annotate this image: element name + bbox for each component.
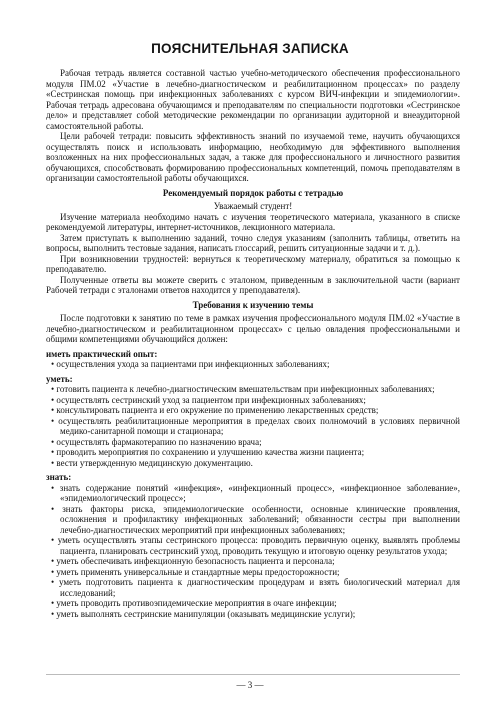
document-body xyxy=(46,68,460,619)
intro-paragraph: Цели рабочей тетради: повысить эффективность знаний по изучаемой теме, научить обучающихся осуществлять поиск и использовать информацию, необходимую для эффективного выполнения возложенных на них профессиональных задач, а также для профессионального и личностного развития обучающихся, способствовать формированию профессиональных компетенций, помочь преподавателям в организации самостоятельной работы обучающихся. xyxy=(46,131,460,183)
list-item: • уметь применять универсальные и стандартные меры предосторожности; xyxy=(51,566,340,577)
list-item: • уметь проводить противоэпидемические мероприятия в очаге инфекции; xyxy=(51,598,337,608)
page-title: ПОЯСНИТЕЛЬНАЯ ЗАПИСКА xyxy=(151,41,349,56)
list-item: • осуществлять сестринский уход за пациентом при инфекционных заболеваниях; xyxy=(51,394,366,405)
list-item: • знать содержание понятий «инфекция», «инфекционный процесс», «инфекционное заболевание», «эпидемиологический процесс»; xyxy=(51,482,461,503)
greeting: Уважаемый студент! xyxy=(213,201,293,211)
order-paragraph: При возникновении трудностей: вернуться к теоретическому материалу, обратиться за помощью к преподавателю. xyxy=(46,253,460,274)
list-item: • осуществлять фармакотерапию по назначению врача; xyxy=(51,436,262,447)
list-item: • уметь выполнять сестринские манипуляции (оказывать медицинские услуги); xyxy=(51,608,356,619)
list-item: • уметь осуществлять этапы сестринского процесса: проводить первичную оценку, выявлять проблемы пациента, планировать сестринский уход, проводить текущую и итоговую оценку результатов ухода; xyxy=(51,535,460,556)
order-paragraph: Изучение материала необходимо начать с изучения теоретического материала, указанного в списке рекомендуемой литературы, интернет-источников, лекционного материала. xyxy=(46,211,460,232)
footer-divider xyxy=(46,674,460,675)
list-item: • готовить пациента к лечебно-диагностическим вмешательствам при инфекционных заболеваниях; xyxy=(51,384,435,394)
page-number: — 3 — xyxy=(236,680,264,690)
experience-label: иметь практический опыт: xyxy=(46,348,158,359)
order-paragraph: Полученные ответы вы можете сверить с эталоном, приведенным в заключительной части (вариант Рабочей тетради с эталонами ответов находится у преподавателя). xyxy=(46,274,460,295)
list-item: • проводить мероприятия по сохранению и улучшению качества жизни пациента; xyxy=(51,447,365,457)
list-item: • уметь подготовить пациента к диагностическим процедурам и взять биологический материал для исследований; xyxy=(51,577,460,598)
skills-label: уметь: xyxy=(46,373,73,384)
list-item: • консультировать пациента и его окружение по применению лекарственных средств; xyxy=(51,405,379,415)
list-item: • осуществлять реабилитационные мероприятия в пределах своих полномочий в условиях первичной медико-санитарной помощи и стационара; xyxy=(51,415,460,436)
list-item: • знать факторы риска, эпидемиологические особенности, основные клинические проявления, осложнения и профилактику инфекционных заболеваний; обязанности сестры при выполнении лечебно-диагностических мероприятий при инфекционных заболеваниях; xyxy=(51,503,460,535)
knowledge-label: знать: xyxy=(46,472,72,482)
requirements-intro: После подготовки к занятию по теме в рамках изучения профессионального модуля ПМ.02 «Участие в лечебно-диагностическом и реабилитационном процессах» с целью овладения профессиональными и общими компетенциями обучающийся должен: xyxy=(46,313,460,344)
list-item: • уметь обеспечивать инфекционную безопасность пациента и персонала; xyxy=(51,556,335,566)
list-item: • осуществления ухода за пациентами при инфекционных заболеваниях; xyxy=(51,359,330,369)
intro-paragraph: Рабочая тетрадь является составной частью учебно-методического обеспечения профессионального модуля ПМ.02 «Участие в лечебно-диагностическом и реабилитационном процессах» по разделу «Сестринская помощь при инфекционных заболеваниях с курсом ВИЧ-инфекции и эпидемиологии». Рабочая тетрадь адресована обучающимся и преподавателям по специальности подготовки «Сестринское дело» и представляет собой методические рекомендации по организации аудиторной и внеаудиторной самостоятельной работы. xyxy=(46,68,460,131)
order-paragraph: Затем приступать к выполнению заданий, точно следуя указаниям (заполнить таблицы, ответить на вопросы, выполнить тестовые задания, написать глоссарий, решить ситуационные задачи и т. д.). xyxy=(46,232,460,253)
section-heading-requirements: Требования к изучению темы xyxy=(192,299,314,310)
section-heading-order: Рекомендуемый порядок работы с тетрадью xyxy=(162,187,344,198)
list-item: • вести утвержденную медицинскую документацию. xyxy=(51,457,253,468)
